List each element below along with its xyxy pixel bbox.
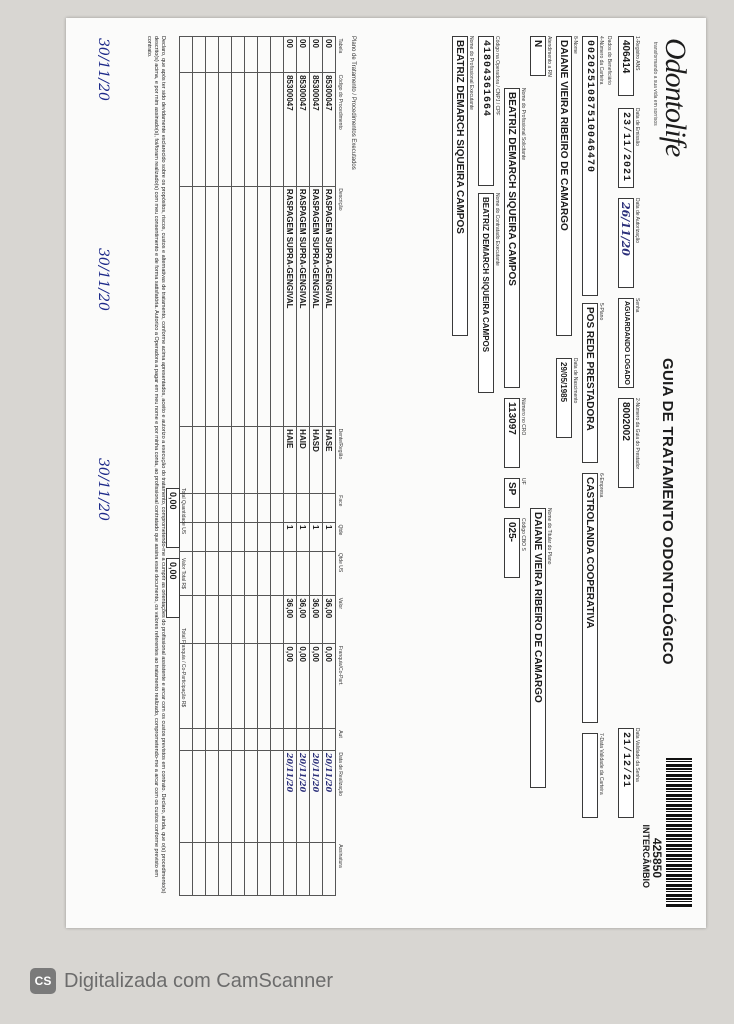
table-cell: 1 xyxy=(310,522,323,551)
table-cell: 00 xyxy=(284,37,297,73)
table-cell xyxy=(297,493,310,522)
senha: AGUARDANDO LOGADO xyxy=(623,301,630,385)
procedures-col-header: Descrição xyxy=(336,186,345,426)
table-cell xyxy=(232,37,245,73)
table-cell: 1 xyxy=(284,522,297,551)
table-cell xyxy=(297,551,310,596)
table-row xyxy=(297,37,310,896)
table-cell xyxy=(258,842,271,895)
table-cell xyxy=(323,493,336,522)
uf: SP xyxy=(506,482,517,496)
table-cell xyxy=(206,750,219,842)
table-cell xyxy=(245,493,258,522)
data-autorizacao-label: Data de Autorização xyxy=(634,198,640,244)
table-cell xyxy=(180,37,193,73)
table-cell: 20/11/20 xyxy=(284,750,297,842)
table-cell xyxy=(258,644,271,728)
table-cell xyxy=(245,37,258,73)
table-cell xyxy=(219,427,232,494)
table-cell xyxy=(271,427,284,494)
table-cell: RASPAGEM SUPRA-GENGIVAL xyxy=(310,186,323,426)
franquia-total-label: Total Franquia / Co-Participação R$ xyxy=(180,628,186,708)
table-cell: RASPAGEM SUPRA-GENGIVAL xyxy=(297,186,310,426)
table-cell xyxy=(206,186,219,426)
procedures-col-header: Dente/Região xyxy=(336,427,345,494)
camscanner-icon: CS xyxy=(30,968,56,994)
data-autorizacao: 26/11/20 xyxy=(619,202,632,256)
table-cell xyxy=(271,644,284,728)
table-cell xyxy=(219,493,232,522)
solicitante: BEATRIZ DEMARCH SIQUEIRA CAMPOS xyxy=(506,92,517,286)
profissional-signature-date: 30/11/20 xyxy=(95,458,111,521)
table-cell: 00 xyxy=(323,37,336,73)
table-row xyxy=(206,37,219,896)
table-cell xyxy=(180,73,193,187)
table-cell: 20/11/20 xyxy=(323,750,336,842)
titular: DAIANE VIEIRA RIBEIRO DE CAMARGO xyxy=(532,512,543,703)
table-cell xyxy=(232,551,245,596)
table-cell xyxy=(271,551,284,596)
barcode xyxy=(666,758,692,908)
table-cell xyxy=(193,728,206,750)
table-cell xyxy=(323,728,336,750)
carteira: 0020251087510046470 xyxy=(584,40,595,174)
table-cell xyxy=(258,37,271,73)
table-cell xyxy=(271,37,284,73)
table-cell xyxy=(232,750,245,842)
codigo-operadora: 41804361664 xyxy=(480,40,491,118)
table-cell xyxy=(258,596,271,644)
codigo-operadora-label: Código na Operadora / CNPJ / CPF xyxy=(494,36,500,116)
table-cell xyxy=(297,728,310,750)
table-cell xyxy=(193,644,206,728)
table-cell xyxy=(245,842,258,895)
table-cell: 0,00 xyxy=(323,644,336,728)
table-cell xyxy=(232,644,245,728)
table-cell xyxy=(193,596,206,644)
prestador-signature-date: 30/11/20 xyxy=(95,248,111,311)
table-cell xyxy=(258,750,271,842)
form-title: GUIA DE TRATAMENTO ODONTOLÓGICO xyxy=(659,358,676,665)
table-cell xyxy=(245,750,258,842)
barcode-number: 425850 xyxy=(650,837,664,878)
camscanner-text: Digitalizada com CamScanner xyxy=(64,969,334,992)
table-row xyxy=(180,37,193,896)
table-row xyxy=(245,37,258,896)
table-cell xyxy=(232,596,245,644)
camscanner-watermark xyxy=(30,968,333,994)
table-cell: RASPAGEM SUPRA-GENGIVAL xyxy=(284,186,297,426)
table-cell xyxy=(245,644,258,728)
table-cell xyxy=(219,522,232,551)
table-cell xyxy=(258,551,271,596)
uf-label: UF xyxy=(520,478,526,485)
table-row xyxy=(258,37,271,896)
total-us: 0,00 xyxy=(168,492,178,510)
table-row xyxy=(232,37,245,896)
table-cell xyxy=(271,493,284,522)
total-us-label: Total Quantidade US xyxy=(180,488,186,535)
table-row xyxy=(284,37,297,896)
table-cell xyxy=(180,427,193,494)
table-cell xyxy=(284,551,297,596)
table-cell xyxy=(206,842,219,895)
table-cell: HASE xyxy=(323,427,336,494)
validade-carteira-label: 7-Data Validade da Carteira xyxy=(598,733,604,795)
validade-senha-label: Data Validade da Senha xyxy=(634,728,640,782)
plano-label: 5-Plano xyxy=(598,303,604,321)
table-cell xyxy=(232,73,245,187)
table-cell xyxy=(258,493,271,522)
cbo-label: Código CBO S xyxy=(520,518,526,551)
table-cell xyxy=(271,842,284,895)
table-cell xyxy=(206,728,219,750)
procedures-header: Plano de Tratamento / Procedimentos Executados xyxy=(350,36,356,170)
table-cell xyxy=(193,493,206,522)
table-cell: 20/11/20 xyxy=(310,750,323,842)
procedures-col-header: Aut xyxy=(336,728,345,750)
table-cell xyxy=(232,186,245,426)
table-cell xyxy=(219,186,232,426)
table-cell xyxy=(310,842,323,895)
table-cell xyxy=(245,522,258,551)
nascimento-label: Data de Nascimento xyxy=(572,358,578,404)
table-cell xyxy=(219,37,232,73)
table-cell xyxy=(193,551,206,596)
table-cell xyxy=(271,522,284,551)
table-cell xyxy=(219,551,232,596)
table-cell xyxy=(206,37,219,73)
table-cell: 85300047 xyxy=(310,73,323,187)
table-cell xyxy=(206,73,219,187)
table-cell xyxy=(245,596,258,644)
table-cell xyxy=(310,493,323,522)
table-cell xyxy=(193,842,206,895)
executante-label: Nome do Contratado Executante xyxy=(494,193,500,266)
table-cell: 0,00 xyxy=(310,644,323,728)
solicitante-label: Nome do Profissional Solicitante xyxy=(520,88,526,160)
table-cell xyxy=(180,186,193,426)
table-cell xyxy=(219,596,232,644)
table-cell xyxy=(310,551,323,596)
procedures-col-header: Qtde xyxy=(336,522,345,551)
table-cell xyxy=(193,522,206,551)
table-cell: 1 xyxy=(323,522,336,551)
cro: 113097 xyxy=(506,402,517,435)
table-cell xyxy=(245,728,258,750)
table-cell: RASPAGEM SUPRA-GENGIVAL xyxy=(323,186,336,426)
procedures-col-header: Tabela xyxy=(336,37,345,73)
numero-guia-label: 2-Número da Guia do Prestador xyxy=(634,398,640,470)
table-cell xyxy=(271,728,284,750)
table-cell xyxy=(193,37,206,73)
senha-label: Senha xyxy=(634,298,640,313)
table-cell xyxy=(284,728,297,750)
table-cell: 36,00 xyxy=(310,596,323,644)
table-cell: 36,00 xyxy=(284,596,297,644)
beneficiario-signature-date: 30/11/20 xyxy=(95,38,111,101)
atendimento-rn: N xyxy=(532,40,543,48)
atendimento-rn-label: Atendimento a RN xyxy=(546,36,552,77)
table-cell xyxy=(232,728,245,750)
table-row xyxy=(310,37,323,896)
table-cell xyxy=(206,493,219,522)
procedures-table xyxy=(179,36,344,896)
table-cell xyxy=(323,842,336,895)
table-cell: HASD xyxy=(310,427,323,494)
table-cell xyxy=(245,186,258,426)
table-cell xyxy=(193,186,206,426)
table-cell xyxy=(219,750,232,842)
table-cell xyxy=(219,728,232,750)
table-cell xyxy=(245,73,258,187)
table-cell xyxy=(310,728,323,750)
table-cell xyxy=(284,493,297,522)
table-cell xyxy=(258,728,271,750)
table-cell: 85300047 xyxy=(323,73,336,187)
table-cell xyxy=(206,596,219,644)
table-row xyxy=(193,37,206,896)
table-cell xyxy=(193,73,206,187)
validade-senha: 21/12/21 xyxy=(620,732,631,789)
table-cell xyxy=(206,427,219,494)
table-cell: 0,00 xyxy=(284,644,297,728)
odontolife-logo: Odontolife xyxy=(659,38,692,157)
numero-guia: 8002002 xyxy=(620,402,631,441)
table-cell xyxy=(219,73,232,187)
empresa-label: 6-Empresa xyxy=(598,473,604,498)
logo-tagline: transformando a sua vida em sorrisos xyxy=(652,42,658,126)
table-cell xyxy=(271,596,284,644)
table-cell xyxy=(193,427,206,494)
empresa: CASTROLANDA COOPERATIVA xyxy=(584,477,595,629)
cro-label: Número no CRO xyxy=(520,398,526,436)
nome: DAIANE VIEIRA RIBEIRO DE CAMARGO xyxy=(558,40,569,231)
executante: BEATRIZ DEMARCH SIQUEIRA CAMPOS xyxy=(481,197,490,353)
procedures-col-header: Face xyxy=(336,493,345,522)
table-cell xyxy=(206,551,219,596)
procedures-col-header: Franquia/Co-Part. xyxy=(336,644,345,728)
table-row xyxy=(323,37,336,896)
table-cell xyxy=(180,728,193,750)
procedures-col-header: Assinatura xyxy=(336,842,345,895)
responsavel-label: Nome do Profissional Executante xyxy=(468,36,474,110)
table-row xyxy=(271,37,284,896)
table-cell xyxy=(219,644,232,728)
table-cell: 0,00 xyxy=(297,644,310,728)
table-cell xyxy=(232,493,245,522)
table-cell xyxy=(271,750,284,842)
table-cell xyxy=(180,750,193,842)
table-cell: 36,00 xyxy=(297,596,310,644)
table-cell xyxy=(258,427,271,494)
table-cell xyxy=(245,427,258,494)
legal-declaration: Declaro, que após ter sido devidamente esclarecido sobre os propósitos, riscos, custos e alternativas de tratamento, conforme acima apresentados, aceito e autorizo a execução do tratamento, comprometendo-me a cumprir as orientações do profissional assistente e arcar com os custos previstos em contrato. Declaro, ainda, que o(s) procedimento(s) descrito(s) acima, e por mim assinado(s), foi/foram realizado(s) com meu consentimento e de forma satisfatória. Autorizo a Operadora a pagar em meu nome e por minha conta, ao profissional contratado que assina esse documento, os valores referentes ao tratamento realizado, comprometendo-me a arcar com os custos conforme previsto em contrato. xyxy=(146,36,166,894)
responsavel: BEATRIZ DEMARCH SIQUEIRA CAMPOS xyxy=(454,40,465,234)
procedures-col-header: Código do Procedimento xyxy=(336,73,345,187)
beneficiario-section-label: Dados do Beneficiário xyxy=(606,36,612,85)
table-row xyxy=(219,37,232,896)
dental-treatment-form xyxy=(76,28,696,918)
table-cell: 00 xyxy=(297,37,310,73)
titular-label: Nome do Titular do Plano xyxy=(546,508,552,565)
table-cell: 85300047 xyxy=(284,73,297,187)
valor-total: 0,00 xyxy=(168,562,178,580)
table-cell xyxy=(284,842,297,895)
table-cell xyxy=(245,551,258,596)
table-cell: 20/11/20 xyxy=(297,750,310,842)
table-cell xyxy=(180,842,193,895)
table-cell: 1 xyxy=(297,522,310,551)
cbo: 025- xyxy=(506,522,517,543)
nome-label: 8-Nome xyxy=(572,36,578,54)
procedures-col-header: Qtde US xyxy=(336,551,345,596)
data-emissao-label: Data de Emissão xyxy=(634,108,640,147)
table-cell xyxy=(232,427,245,494)
carteira-label: 4-Número da Carteira xyxy=(598,36,604,85)
table-cell: 00 xyxy=(310,37,323,73)
table-cell xyxy=(258,73,271,187)
table-cell xyxy=(323,551,336,596)
valor-total-label: Valor Total R$ xyxy=(180,558,186,589)
scanned-document xyxy=(66,18,706,928)
table-cell xyxy=(258,522,271,551)
registro-ans: 406414 xyxy=(620,40,631,74)
procedures-col-header: Valor xyxy=(336,596,345,644)
table-cell xyxy=(271,73,284,187)
table-cell xyxy=(219,842,232,895)
table-cell xyxy=(258,186,271,426)
nascimento: 29/05/1985 xyxy=(559,362,568,403)
table-cell: 85300047 xyxy=(297,73,310,187)
table-cell xyxy=(232,522,245,551)
data-emissao: 23/11/2021 xyxy=(620,112,631,183)
table-cell xyxy=(297,842,310,895)
table-cell: 36,00 xyxy=(323,596,336,644)
table-cell xyxy=(193,750,206,842)
procedures-col-header: Data de Realização xyxy=(336,750,345,842)
table-cell xyxy=(206,644,219,728)
table-cell: HAID xyxy=(297,427,310,494)
registro-ans-label: 1-Registro ANS xyxy=(634,36,640,71)
table-cell: HAIE xyxy=(284,427,297,494)
barcode-label: INTERCÂMBIO xyxy=(641,824,651,888)
table-cell xyxy=(271,186,284,426)
table-cell xyxy=(232,842,245,895)
table-cell xyxy=(206,522,219,551)
plano: POS REDE PRESTADORA xyxy=(584,307,595,431)
